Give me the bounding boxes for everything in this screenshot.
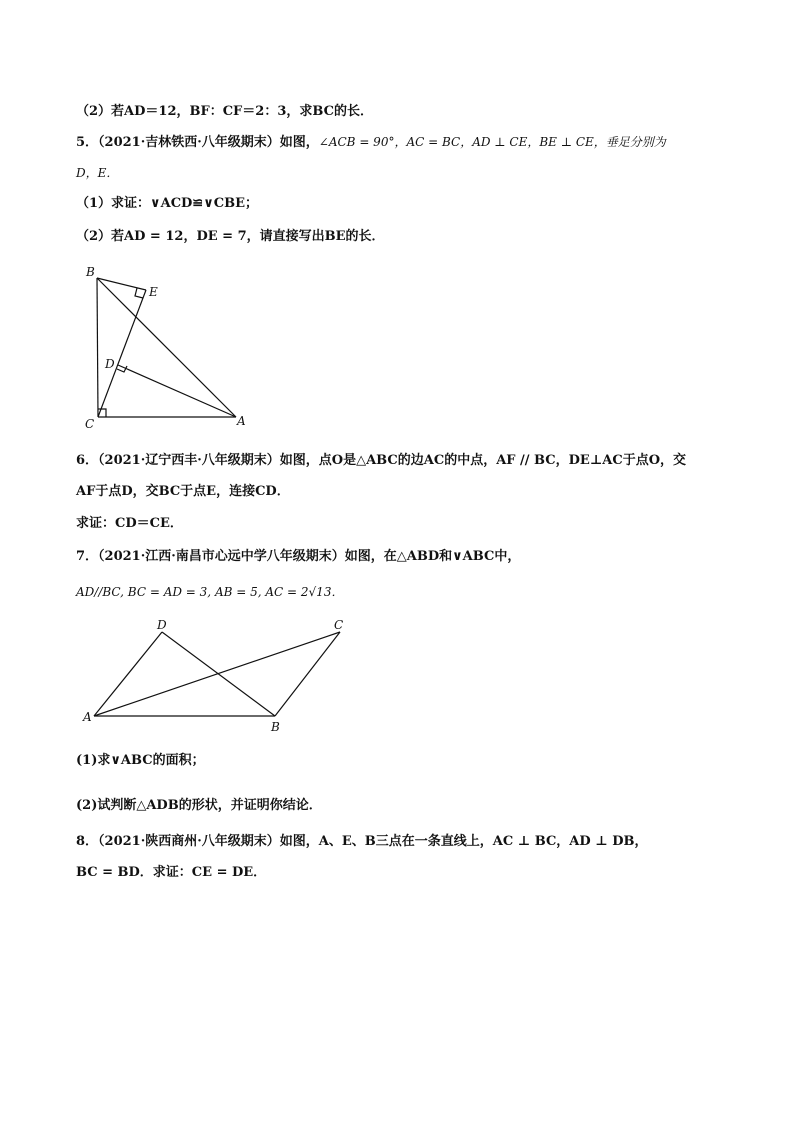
q6-line1: 6．（2021·辽宁西丰·八年级期末）如图，点O是△ABC的边AC的中点，AF // BC，DE⊥AC于点O，交 bbox=[76, 453, 687, 468]
q5-source: 5．（2021·吉林铁西·八年级期末）如图， bbox=[76, 135, 319, 150]
q5-segment-bc bbox=[97, 278, 98, 417]
q7-label-a: A bbox=[83, 710, 92, 724]
q7-label-d: D bbox=[157, 618, 167, 632]
q7-part1: (1)求∨ABC的面积； bbox=[76, 753, 205, 768]
q5-segment-ad bbox=[118, 365, 236, 417]
q5-part2: （2）若AD = 12，DE = 7，请直接写出BE的长． bbox=[76, 229, 385, 244]
q5-segment-be bbox=[97, 278, 146, 290]
q6-line2: AF于点D，交BC于点E，连接CD． bbox=[76, 484, 290, 499]
q7-segment-db bbox=[162, 632, 275, 716]
q7-label-c: C bbox=[334, 618, 344, 632]
q7-line2: AD//BC, BC = AD = 3, AB = 5, AC = 2√13． bbox=[76, 585, 344, 599]
q7-segment-bc bbox=[275, 632, 340, 716]
q5-label-d: D bbox=[105, 357, 115, 371]
q5-figure bbox=[76, 262, 266, 437]
q5-label-a: A bbox=[237, 414, 246, 428]
q4-part2: （2）若AD＝12，BF：CF＝2：3，求BC的长． bbox=[76, 104, 373, 119]
q5-heading bbox=[76, 133, 666, 152]
q7-part2: (2)试判断△ADB的形状，并证明你结论． bbox=[76, 798, 322, 813]
q7-segment-ad bbox=[94, 632, 162, 716]
q5-conditions: ∠ACB = 90°，AC = BC，AD ⊥ CE，BE ⊥ CE，垂足分别为 bbox=[318, 135, 666, 149]
q7-segment-ac bbox=[94, 632, 340, 716]
q5-label-c: C bbox=[85, 417, 95, 431]
q5-label-e: E bbox=[149, 285, 158, 299]
q5-conditions-cont: D，E． bbox=[76, 166, 119, 180]
q6-line3: 求证：CD＝CE． bbox=[76, 516, 183, 531]
q5-segment-ce bbox=[98, 290, 146, 417]
q5-part1: （1）求证：∨ACD≌∨CBE； bbox=[76, 196, 259, 211]
q5-label-b: B bbox=[86, 265, 95, 279]
q7-figure bbox=[78, 615, 368, 735]
q7-line1: 7．（2021·江西·南昌市心远中学八年级期末）如图，在△ABD和∨ABC中， bbox=[76, 549, 521, 564]
q8-line1: 8．（2021·陕西商州·八年级期末）如图，A、E、B三点在一条直线上，AC ⊥ BC，AD ⊥ DB， bbox=[76, 834, 648, 849]
q8-line2: BC = BD．求证：CE = DE． bbox=[76, 865, 267, 880]
q7-label-b: B bbox=[271, 720, 280, 734]
q5-segment-ba bbox=[97, 278, 236, 417]
